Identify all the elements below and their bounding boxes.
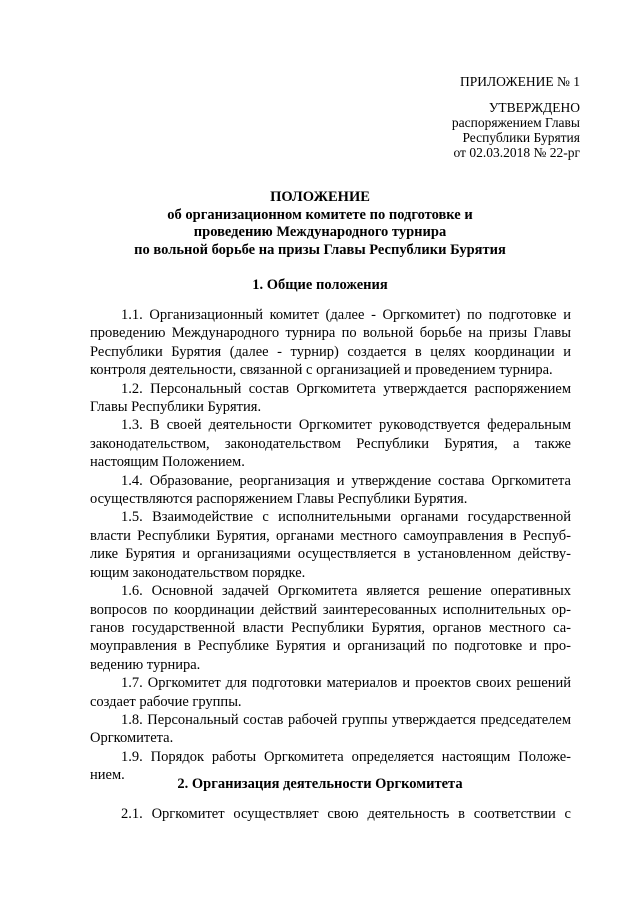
paragraph: 1.4. Образование, реорганизация и утверждение состава Оргкомитета осуществляются распоряжением Главы Республики Бурятия. [90,472,571,508]
appendix-label: ПРИЛОЖЕНИЕ № 1 [459,74,580,89]
paragraph: 2.1. Оргкомитет осуществляет свою деятельность в соответствии с [121,806,571,822]
document-title [90,189,550,259]
approval-stamp [452,100,580,160]
approval-line: Республики Бурятия [462,130,580,145]
approval-line: от 02.03.2018 № 22-рг [453,145,580,160]
section-heading: 2. Организация деятельности Оргкомитета [177,776,463,792]
section-body [90,805,571,823]
approval-line: УТВЕРЖДЕНО [488,100,580,115]
title-line: об организационном комитете по подготовке и [167,206,473,223]
paragraph: 1.7. Оргкомитет для подготовки материалов и проектов своих решений создает рабочие группы. [90,675,571,710]
paragraph: 1.3. В своей деятельности Оргкомитет руководствуется федеральным законодательством, законодательством Республики Бурятия, а также настоящим Положением. [90,417,571,471]
paragraph: 1.9. Порядок работы Оргкомитета определяется настоящим Положением. [90,748,571,784]
section-body [90,306,571,785]
title-main: ПОЛОЖЕНИЕ [270,189,370,205]
section-heading: 1. Общие положения [252,277,388,293]
paragraph: 1.2. Персональный состав Оргкомитета утверждается распоряжением Главы Республики Бурятия. [90,380,571,416]
paragraph: 1.5. Взаимодействие с исполнительными органами государственной власти Республики Бурятия, органами местного самоуправления в Республике Бурятия и организациями осуществляется в установленном действующим законодательством порядке. [90,509,571,581]
paragraph: 1.8. Персональный состав рабочей группы утверждается председателем Оргкомитета. [90,711,571,747]
title-line: по вольной борьбе на призы Главы Республики Бурятия [134,241,506,258]
paragraph: 1.1. Организационный комитет (далее - Оргкомитет) по подготовке и проведению Международного турнира по вольной борьбе на призы Главы Республики Бурятия (далее - турнир) создается в целях координации и контроля деятельности, связанной с организацией и проведением турнира. [90,307,571,379]
approval-line: распоряжением Главы [451,115,580,130]
title-line: проведению Международного турнира [193,224,447,240]
paragraph: 1.6. Основной задачей Оргкомитета является решение оперативных вопросов по координации действий заинтересованных исполнительных органов государственной власти Республики Бурятия, органов местного самоуправления в Республике Бурятия и организаций по подготовке и проведению турнира. [90,583,571,673]
